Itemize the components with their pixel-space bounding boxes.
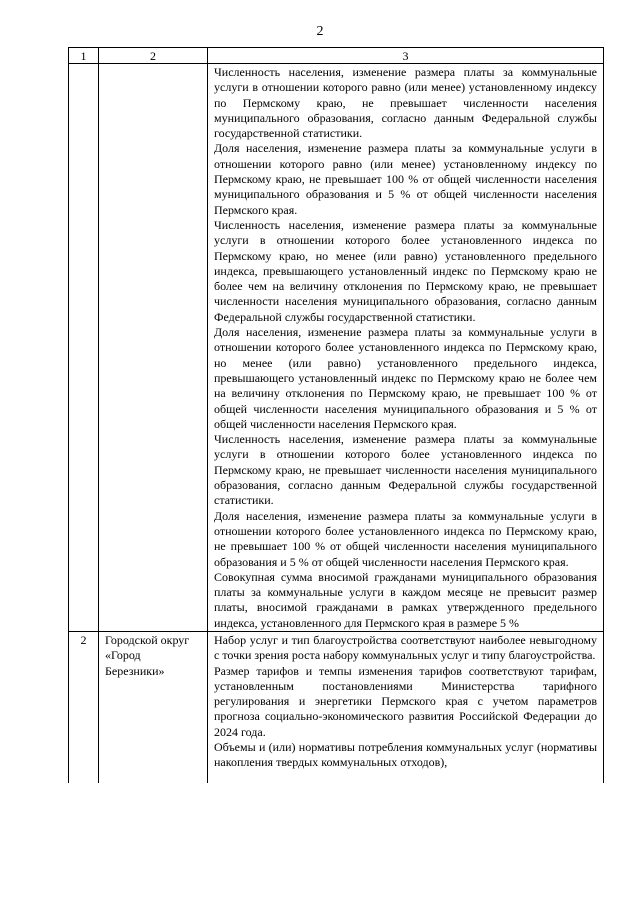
- row-number: 2: [69, 631, 99, 783]
- municipality-name: Городской округ «Город Березники»: [99, 631, 208, 783]
- condition-paragraph: Численность населения, изменение размера платы за коммунальные услуги в отношении которого более установленного индекса по Пермскому краю, не превышает численности населения муниципального образования, согласно данным Федеральной службы государственной статистики.: [214, 432, 597, 508]
- header-col-2: 2: [99, 48, 208, 64]
- table-header-row: [69, 48, 604, 64]
- page-number: 2: [316, 24, 324, 39]
- municipality-name: [99, 64, 208, 632]
- conditions-cell: [208, 631, 604, 783]
- table-row: [69, 64, 604, 632]
- condition-paragraph: Доля населения, изменение размера платы за коммунальные услуги в отношении которого более установленного индекса по Пермскому краю, не превышает 100 % от общей численности населения муниципального образования и 5 % от общей численности населения Пермского края.: [214, 508, 597, 569]
- table-row: [69, 631, 604, 783]
- conditions-continued: [214, 633, 597, 783]
- condition-paragraph: Совокупная сумма вносимой гражданами муниципального образования платы за коммунальные услуги в каждом месяце не превысит размер платы, вносимой гражданами в рамках утвержденного предельного индекса, установленного для Пермского края в размере 5 %: [214, 569, 597, 630]
- condition-paragraph: Численность населения, изменение размера платы за коммунальные услуги в отношении которого равно (или менее) установленному индексу по Пермскому краю, не превышает численности населения муниципального образования, согласно данным Федеральной службы государственной статистики.: [214, 65, 597, 141]
- condition-paragraph: Численность населения, изменение размера платы за коммунальные услуги в отношении которого более установленного индекса по Пермскому краю, но менее (или равно) установленного предельного индекса, превышающего установленный индекс по Пермскому краю не более чем на величину отклонения по Пермскому краю, не превышает численности населения муниципального образования, согласно данным Федеральной службы государственной статистики.: [214, 217, 597, 324]
- row-number: [69, 64, 99, 632]
- header-col-1: 1: [69, 48, 99, 64]
- condition-paragraph: Набор услуг и тип благоустройства соответствуют наиболее невыгодному с точки зрения роста набору коммунальных услуг и типу благоустройства.: [214, 632, 597, 663]
- municipal-indices-table: [68, 47, 604, 783]
- header-col-3: 3: [208, 48, 604, 64]
- condition-paragraph: Доля населения, изменение размера платы за коммунальные услуги в отношении которого равно (или менее) установленному индексу по Пермскому краю, не превышает 100 % от общей численности населения муниципального образования и 5 % от общей численности населения Пермского края.: [214, 141, 597, 217]
- condition-paragraph: Объемы и (или) нормативы потребления коммунальных услуг (нормативы накопления твердых коммунальных отходов),: [214, 740, 597, 770]
- conditions-cell: [208, 64, 604, 632]
- condition-paragraph: Размер тарифов и темпы изменения тарифов соответствуют тарифам, установленным постановлениями Министерства тарифного регулирования и энергетики Пермского края с учетом параметров прогноза социально-экономического развития Российской Федерации до 2024 года.: [214, 663, 597, 739]
- condition-paragraph: Доля населения, изменение размера платы за коммунальные услуги в отношении которого более установленного индекса по Пермскому краю, но менее (или равно) установленного предельного индекса, превышающего установленный индекс по Пермскому краю не более чем на величину отклонения по Пермскому краю, не превышает 100 % от общей численности населения муниципального образования и 5 % от общей численности населения Пермского края.: [214, 325, 597, 431]
